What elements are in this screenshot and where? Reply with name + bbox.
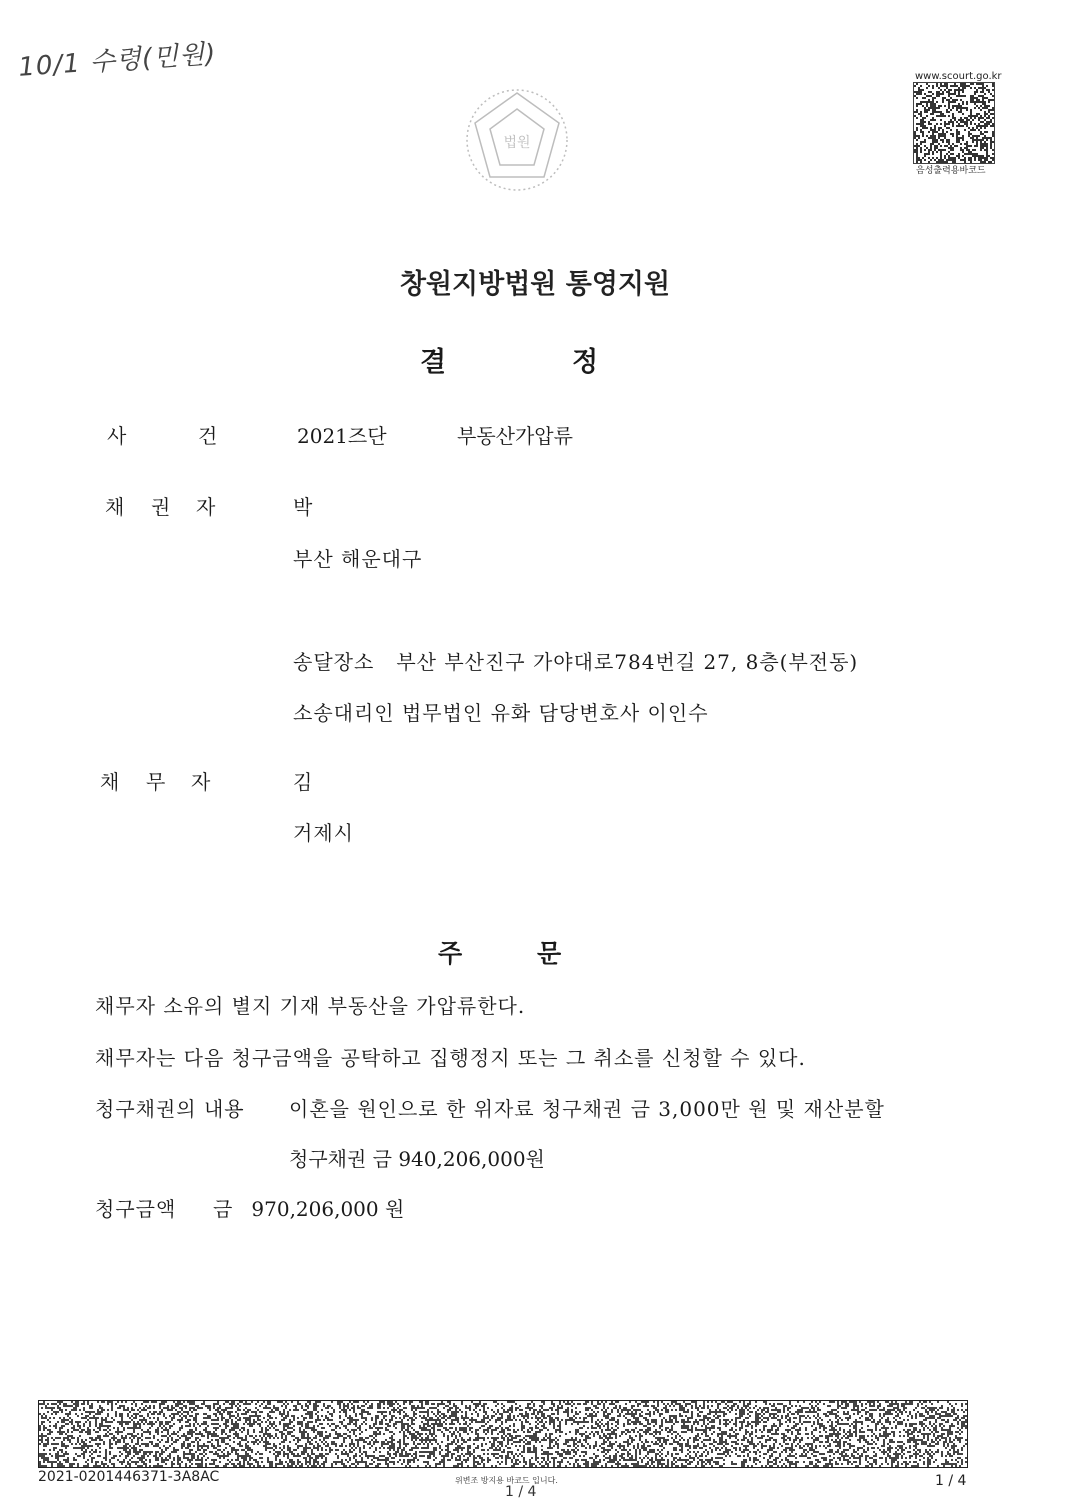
court-name: 창원지방법원 통영지원 <box>399 269 671 300</box>
anti-forgery-barcode-icon <box>38 1400 968 1468</box>
document-title-part1: 결 <box>420 347 447 378</box>
creditor-agent: 소송대리인 법무법인 유화 담당변호사 이인수 <box>293 701 709 725</box>
qr-url: www.scourt.go.kr <box>915 71 1002 82</box>
order-line-2: 채무자는 다음 청구금액을 공탁하고 집행정지 또는 그 취소를 신청할 수 있다. <box>95 1046 806 1070</box>
document-title-part2: 정 <box>572 347 599 378</box>
debtor-label-char-1: 채 <box>100 770 120 794</box>
debtor-address: 거제시 <box>293 821 354 845</box>
order-title-part2: 문 <box>537 939 562 968</box>
document-id: 2021-0201446371-3A8AC <box>38 1469 220 1485</box>
case-number: 2021즈단 <box>297 424 387 448</box>
case-name: 부동산가압류 <box>457 424 573 448</box>
case-label-char-2: 건 <box>198 424 218 448</box>
debtor-label-char-2: 무 <box>146 770 166 794</box>
creditor-service-address: 송달장소 부산 부산진구 가야대로784번길 27, 8층(부전동) <box>293 650 859 674</box>
court-seal-icon <box>462 85 572 195</box>
amount-label: 청구금액 <box>95 1197 177 1221</box>
creditor-address: 부산 해운대구 <box>293 547 423 571</box>
page-number-center: 1 / 4 <box>505 1484 537 1500</box>
case-label-char-1: 사 <box>107 424 127 448</box>
seal-text: 법원 <box>503 135 531 151</box>
page-number-right: 1 / 4 <box>935 1473 967 1489</box>
qr-caption: 음성출력용바코드 <box>916 166 986 176</box>
debtor-label-char-3: 자 <box>191 770 211 794</box>
creditor-label-char-2: 권 <box>151 495 171 519</box>
amount-value: 금 970,206,000 원 <box>213 1197 405 1221</box>
claim-line-2: 청구채권 금 940,206,000원 <box>289 1147 545 1171</box>
order-line-1: 채무자 소유의 별지 기재 부동산을 가압류한다. <box>95 994 526 1018</box>
creditor-label-char-3: 자 <box>196 495 216 519</box>
creditor-name: 박 <box>293 495 313 519</box>
debtor-name: 김 <box>293 770 313 794</box>
creditor-label-char-1: 채 <box>105 495 125 519</box>
audio-barcode-icon <box>913 82 995 164</box>
claim-label: 청구채권의 내용 <box>95 1097 245 1121</box>
barcode-note: 위변조 방지용 바코드 입니다. <box>455 1476 558 1485</box>
claim-line-1: 이혼을 원인으로 한 위자료 청구채권 금 3,000만 원 및 재산분할 <box>289 1097 885 1121</box>
order-title-part1: 주 <box>438 939 463 968</box>
handwritten-receipt-note: 10/1 수령(민원) <box>17 39 218 83</box>
